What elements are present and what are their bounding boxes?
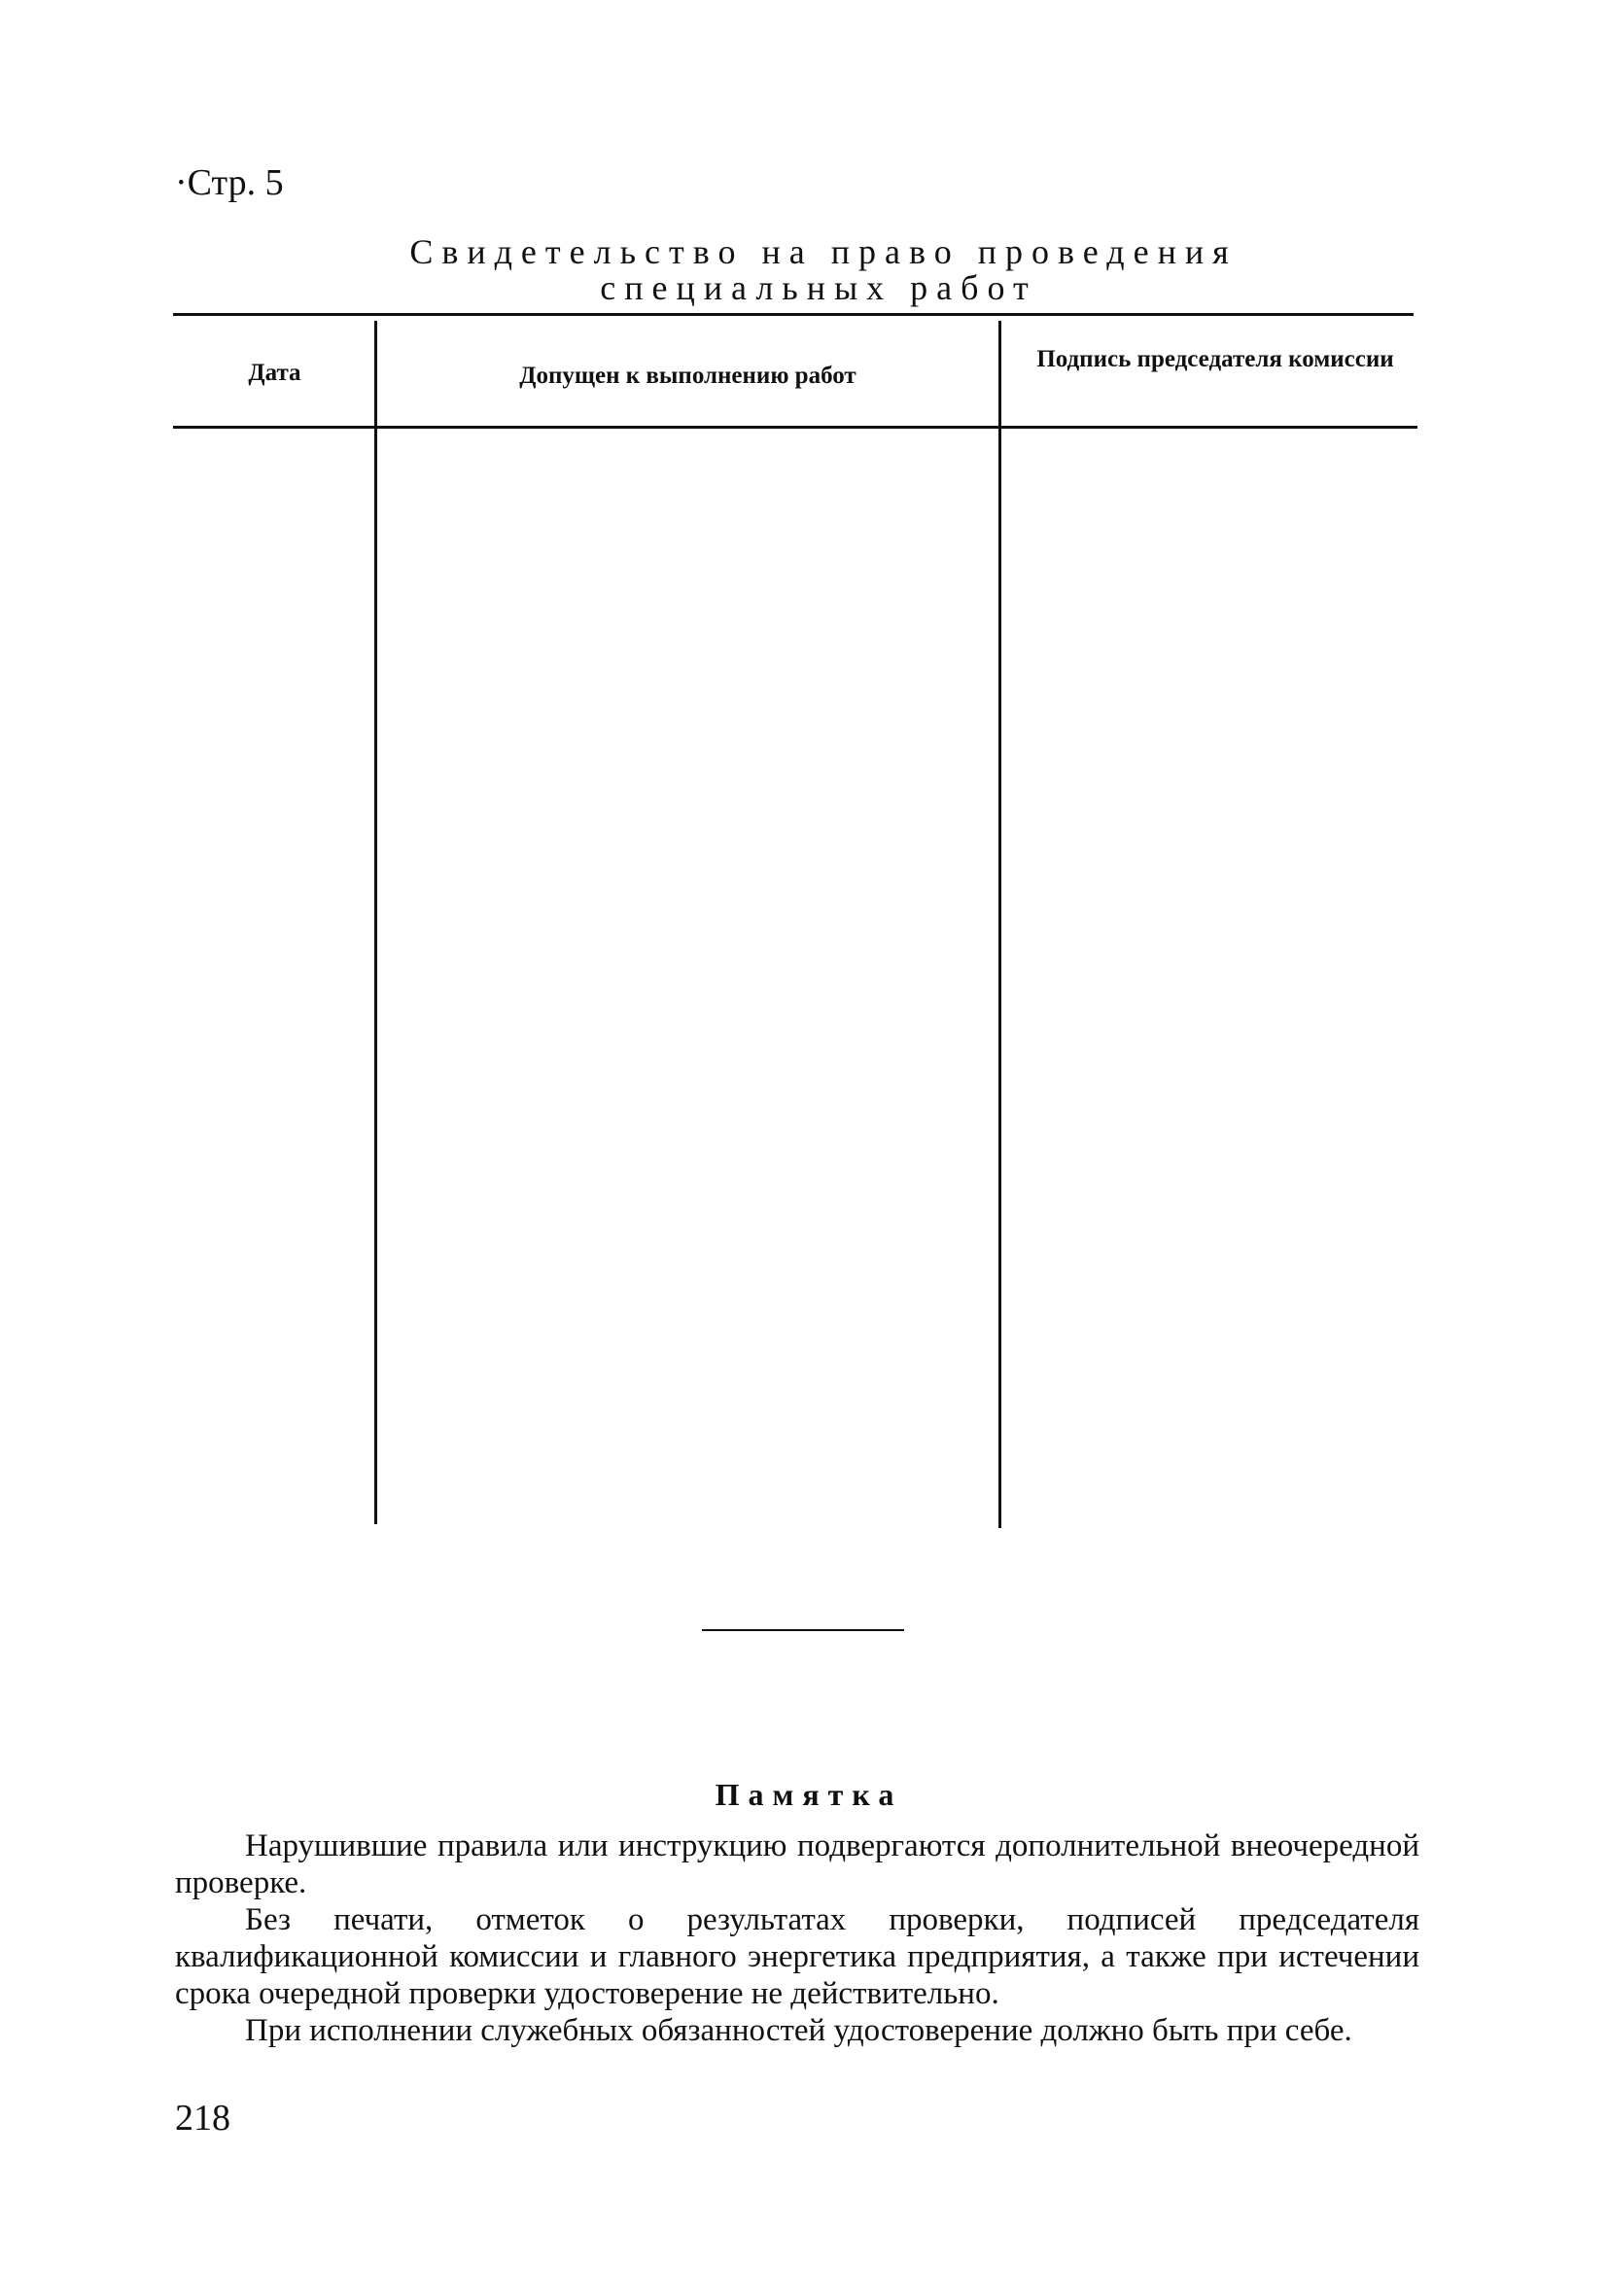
column-divider-2 [998, 321, 1001, 1528]
memo-paragraph: Без печати, отметок о результатах проверки, подписей председателя квалификационной комиссии и главного энергетика предприятия, а также при истечении срока очередной проверки удостоверение не действительно. [175, 1902, 1419, 2011]
memo-title: Памятка [715, 1777, 903, 1812]
column-divider-1 [374, 321, 377, 1524]
table-top-rule [173, 313, 1414, 316]
table-header-rule [173, 426, 1417, 429]
certificate-title-line-2: специальных работ [600, 268, 1037, 307]
column-header-admitted-to-work: Допущен к выполнению работ [519, 363, 856, 389]
column-header-date: Дата [248, 360, 301, 386]
page-number: 218 [175, 2098, 230, 2139]
memo-paragraph: Нарушившие правила или инструкцию подвергаются дополнительной внеочередной проверке. [175, 1828, 1419, 1900]
page-label: ·Стр. 5 [175, 162, 284, 203]
section-divider [702, 1629, 904, 1631]
column-header-chairman-signature: Подпись председателя комиссии [1036, 346, 1394, 372]
certificate-title-line-1: Свидетельство на право проведения [409, 232, 1238, 271]
memo-paragraph: При исполнении служебных обязанностей удостоверение должно быть при себе. [245, 2013, 1352, 2048]
